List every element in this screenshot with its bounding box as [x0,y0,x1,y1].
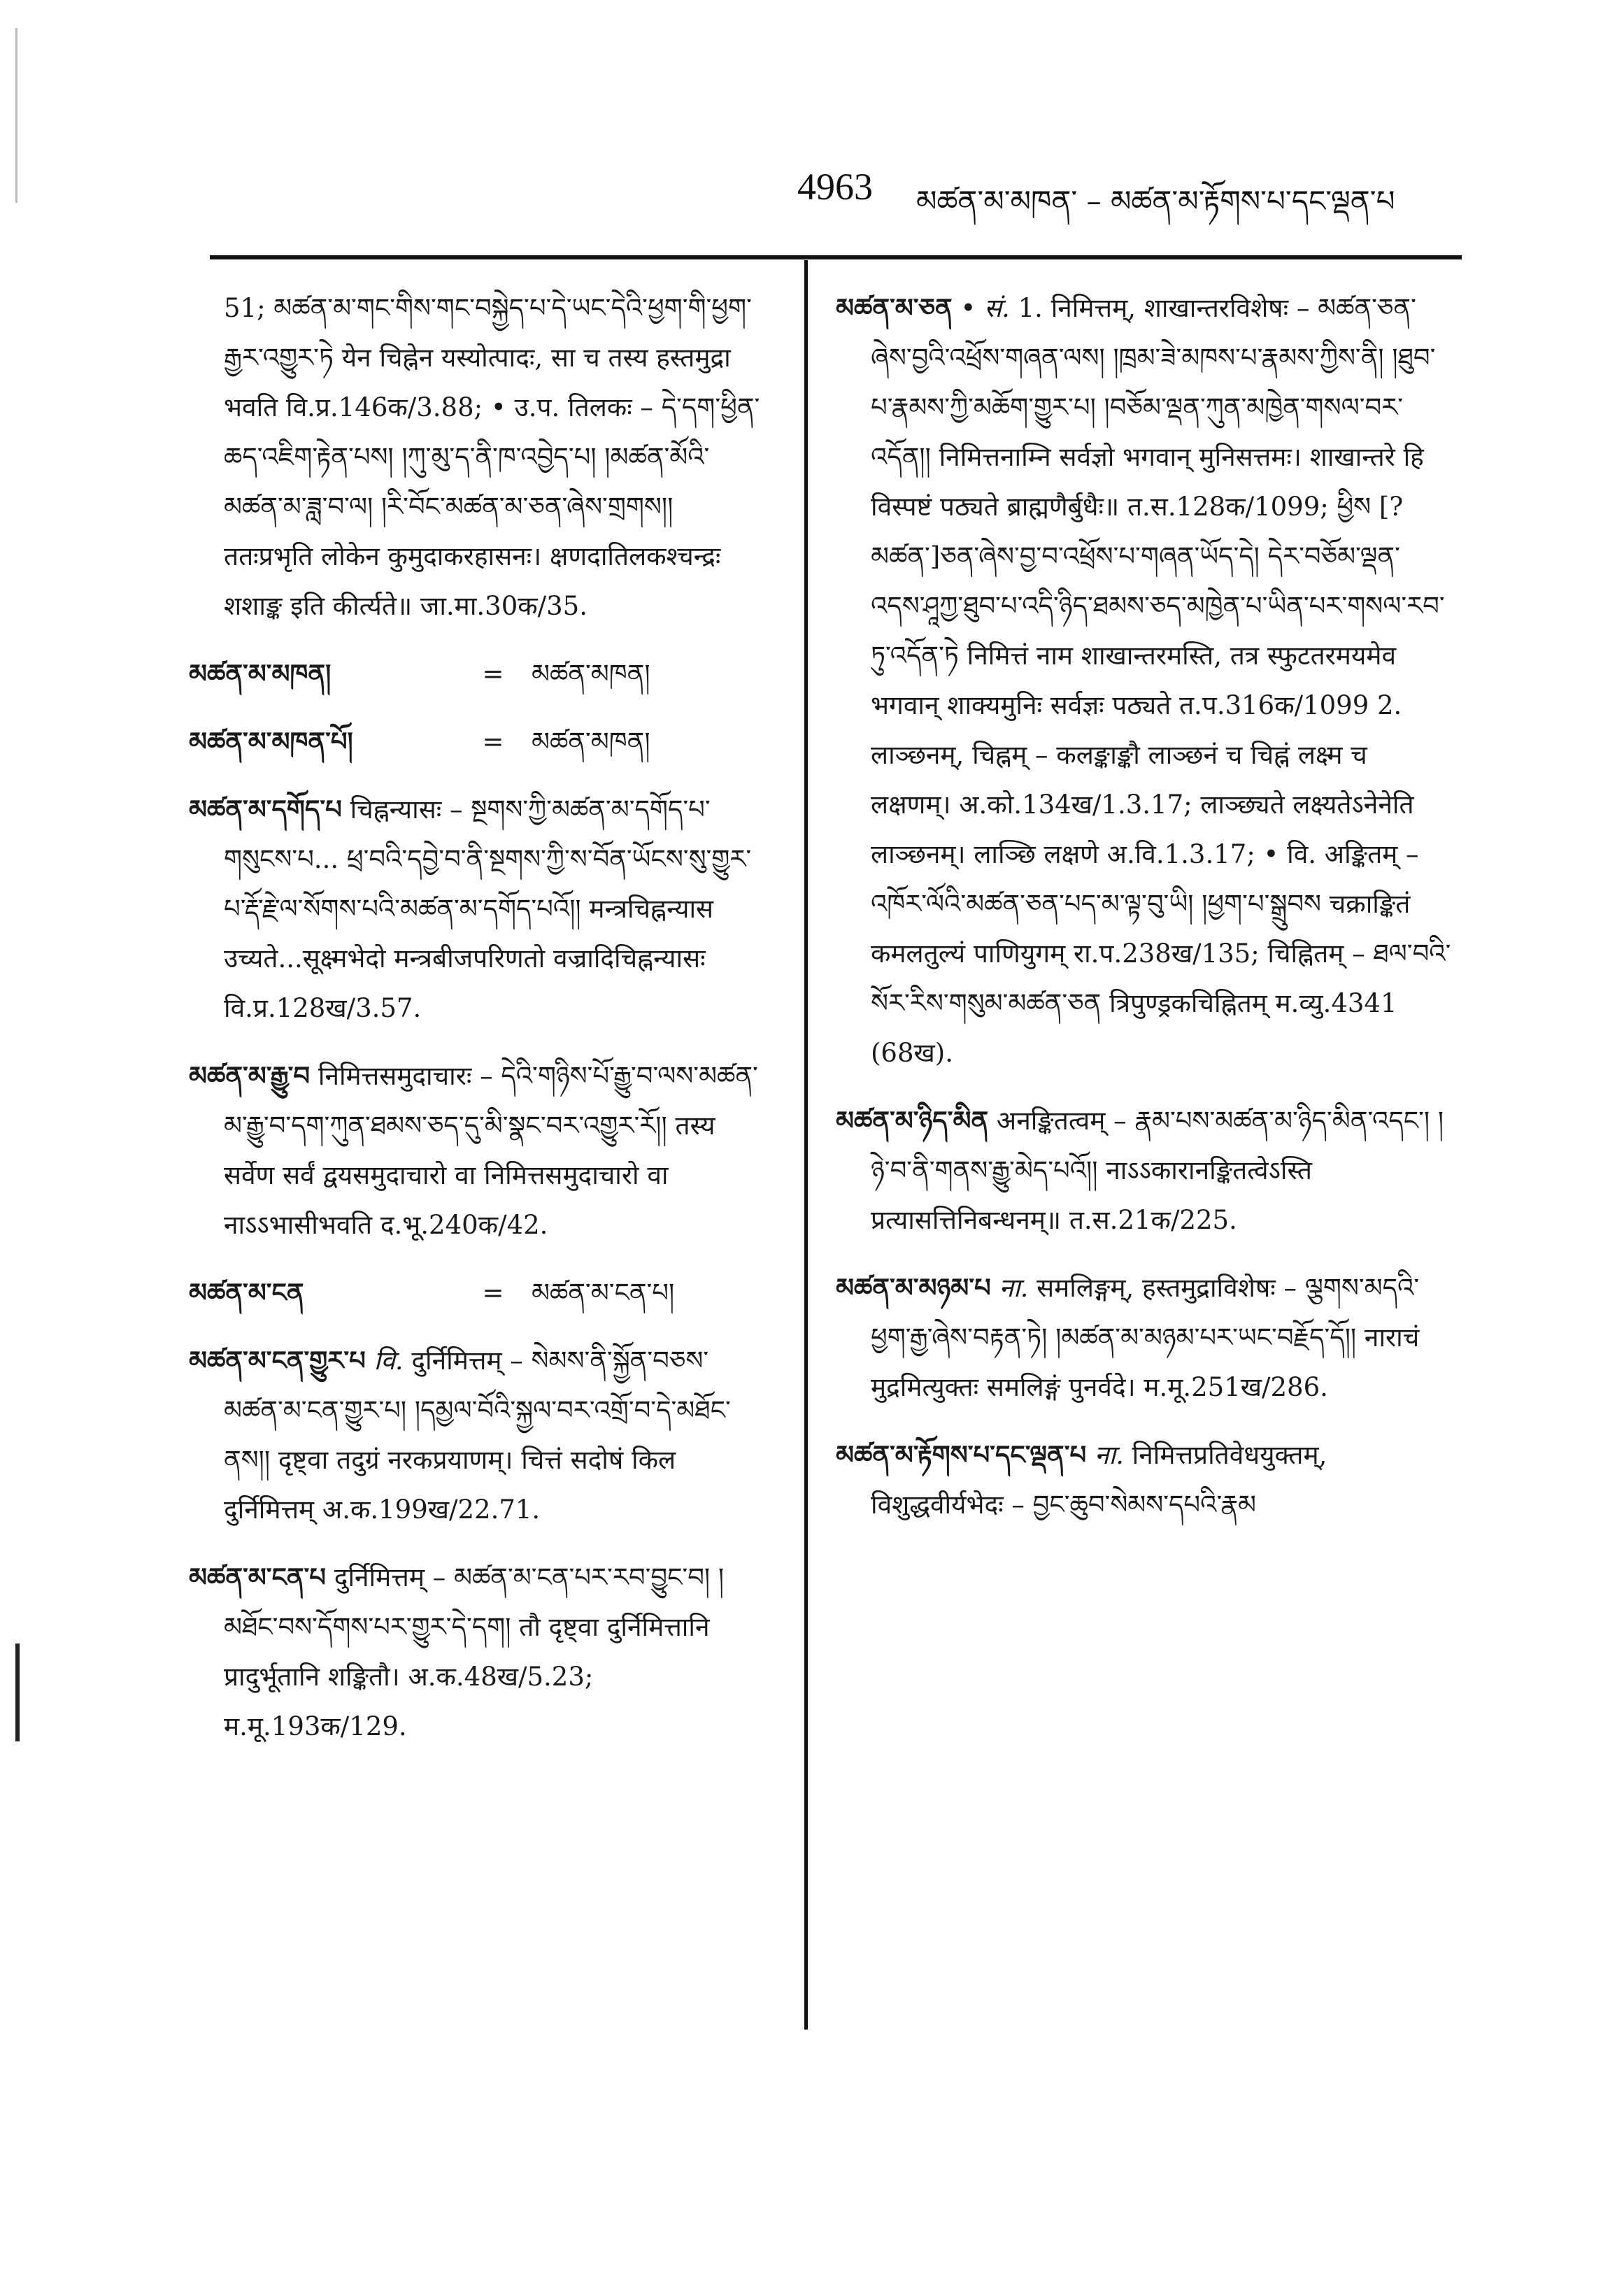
reference-target: མཚན་མཁན། [532,659,650,689]
column-divider [804,260,808,2030]
definition-text: 1. निमित्तम्, शाखान्तरविशेषः – མཚན་ཅན་ཞེས་བྱའི་འཕྲོས་གཞན་ལས། །ཁྲམ་ཟེ་མཁས་པ་རྣམས་ཀྱིས་ནི། །ཐུབ་པ་རྣམས་ཀྱི་མཆོག་གྱུར་པ། །བཅོམ་ལྡན་ཀུན་མཁྱེན་གསལ་བར་འདོན།། निमित्तनाम्नि सर्वज्ञो भगवान् मुनिसत्तमः। शाखान्तरे हि विस्पष्टं पठ्यते ब्राह्मणैर्बुधैः॥ त.स.128क/1099; ཕྱིས [?མཚན་]ཅན་ཞེས་བྱ་བ་འཕྲོས་པ་གཞན་ཡོད་དེ། དེར་བཅོམ་ལྡན་འདས་ཤཱཀྱ་ཐུབ་པ་འདི་ཉིད་ཐམས་ཅད་མཁྱེན་པ་ཡིན་པར་གསལ་རབ་ཏུ་འདོན་ཏེ निमित्तं नाम शाखान्तरमस्ति, तत्र स्फुटतरमयमेव भगवान् शाक्यमुनिः सर्वज्ञः पठ्यते त.प.316क/1099 2. लाञ्छनम्, चिह्नम् – कलङ्काङ्कौ लाञ्छनं च चिह्नं लक्ष्म च लक्षणम्। अ.को.134ख/1.3.17; लाञ्छ्यते लक्ष्यतेऽनेनेति लाञ्छनम्। लाञ्छि लक्षणे अ.वि.1.3.17; • वि. अङ्कितम् – འཁོར་ལོའི་མཚན་ཅན་པད་མ་ལྟ་བུ་ཡི། །ཕྱག་པ་སྒྲུབས चक्राङ्कितं कमलतुल्यं पाणियुगम् रा.प.238ख/135; चिह्नितम् – ཐལ་བའི་སོར་རིས་གསུམ་མཚན་ཅན त्रिपुण्ड्रकचिह्नितम् म.व्यु.4341 (68ख). [871,293,1451,1068]
headword: མཚན་མ་རྒྱུ་བ [189,1060,311,1091]
definition-text: दुर्निमित्तम् – སེམས་ནི་སྐྱོན་བཅས་མཚན་མ་ངན་གྱུར་པ། །དམྱལ་བོའི་སྐྱལ་བར་འགྲོ་བ་དེ་མཐོང་ནས།། दृष्ट्वा तदुग्रं नरकप्रयाणम्। चित्तं सदोषं किल दुर्निमित्तम् अ.क.199ख/22.71. [224,1346,731,1525]
equals-sign: = [482,659,504,689]
running-head: མཚན་མ་མཁན་ – མཚན་མ་རྟོགས་པ་དང་ལྡན་པ [916,184,1395,218]
definition-text: दुर्निमित्तम् – མཚན་མ་ངན་པར་རབ་བྱུང་བ། །མཐོང་བས་དོགས་པར་གྱུར་དེ་དག། तौ दृष्ट्वा दुर्निमित्तानि प्रादुर्भूतानि शङ्कितौ। अ.क.48ख/5.23; म.मू.193क/129. [224,1562,725,1741]
page-number: 4963 [797,166,873,208]
headword: མཚན་མ་དགོད་པ [189,794,342,825]
dictionary-entry [189,1336,762,1534]
binding-mark [15,1643,20,1741]
headword: མཚན་མ་ཅན [836,292,953,323]
dictionary-entry [836,283,1451,1078]
binding-mark [15,28,17,203]
headword: མཚན་མ་རྟོགས་པ་དང་ལྡན་པ [836,1439,1087,1470]
headword: མཚན་མ་མཁན་པོ། [189,726,353,757]
header-rule [210,255,1462,259]
definition-text: समलिङ्गम्, हस्तमुद्राविशेषः – ལྕགས་མདའི་ཕྱག་རྒྱ་ཞེས་བརྟན་ཏེ། །མཚན་མ་མཉམ་པར་ཡང་བརྗོད་དོ།། नाराचं मुद्रमित्युक्तः समलिङ्गं पुनर्वदे। म.मू.251ख/286. [871,1273,1420,1402]
grammar-label: वि. [373,1346,404,1376]
dictionary-entry [836,1263,1451,1412]
dictionary-entry [189,1553,762,1751]
headword: མཚན་མ་ངན་གྱུར་པ [189,1345,366,1376]
equals-sign: = [482,727,504,757]
headword: མཚན་མ་མཉམ་པ [836,1272,991,1303]
cross-reference-entry [189,1268,762,1318]
headword: མཚན་མ་ངན [189,1277,304,1308]
headword: མཚན་མ་ངན་པ [189,1562,327,1592]
continued-entry [189,283,762,631]
headword: མཚན་མ་ཉིད་མིན [836,1105,989,1136]
cross-reference-entry [189,649,762,699]
headword: མཚན་མ་མཁན། [189,658,332,689]
definition-text: निमित्तसमुदाचारः – དེའི་གཉིས་པོ་རྒྱུ་བ་ལས་མཚན་མ་རྒྱུ་བ་དག་ཀུན་ཐམས་ཅད་དུ་མི་སྣང་བར་འགྱུར་རོ།། तस्य सर्वेण सर्वं द्वयसमुदाचारो वा निमित्तसमुदाचारो वा नाऽऽभासीभवति द.भू.240क/42. [224,1061,758,1240]
dictionary-entry [189,1051,762,1250]
equals-sign: = [482,1278,504,1308]
grammar-label: • सं. [960,293,1010,323]
grammar-label: ना. [999,1273,1029,1303]
dictionary-entry [189,785,762,1033]
dictionary-entry [836,1096,1451,1245]
definition-text: अनङ्कितत्वम् – རྣམ་པས་མཚན་མ་ཉིད་མིན་འདང་། །ཉེ་བ་ནི་གནས་རྒྱུ་མེད་པའོ།། नाऽऽकारानङ्कितत्वेऽस्ति प्रत्यासत्तिनिबन्धनम्॥ त.स.21क/225. [871,1106,1444,1235]
page-header [210,158,1483,228]
definition-text: चिह्नन्यासः – སྔགས་ཀྱི་མཚན་མ་དགོད་པ་གསུངས་པ... ཕྲ་བའི་དབྱེ་བ་ནི་སྔགས་ཀྱི་ས་བོན་ཡོངས་སུ་གྱུར་པ་རྡོ་རྗེ་ལ་སོགས་པའི་མཚན་མ་དགོད་པའོ།། मन्त्रचिह्नन्यास उच्यते...सूक्ष्मभेदो मन्त्रबीजपरिणतो वज्रादिचिह्नन्यासः वि.प्र.128ख/3.57. [224,794,752,1023]
right-column [836,283,1451,1548]
reference-target: མཚན་མ་ངན་པ། [532,1278,675,1308]
left-column [189,283,762,1769]
grammar-label: ना. [1094,1440,1124,1470]
definition-text: निमित्तप्रतिवेधयुक्तम्, विशुद्धवीर्यभेदः – བྱང་ཆུབ་སེམས་དཔའི་རྣམ [871,1440,1327,1520]
dictionary-entry [836,1430,1451,1530]
cross-reference-entry [189,717,762,766]
definition-text: 51; མཚན་མ་གང་གིས་གང་བསྐྱེད་པ་དེ་ཡང་དེའི་ཕྱག་གི་ཕྱག་རྒྱར་འགྱུར་ཏེ येन चिह्नेन यस्योत्पादः, सा च तस्य हस्तमुद्रा भवति वि.प्र.146क/3.88; • उ.प. तिलकः – དེ་དག་ཕྱིན་ཆད་འཇིག་རྟེན་པས། །ཀུ་མུ་ད་ནི་ཁ་འབྱེད་པ། །མཚན་མོའི་མཚན་མ་ཟླ་བ་ལ། །རི་བོང་མཚན་མ་ཅན་ཞེས་གྲགས།། ततःप्रभृति लोकेन कुमुदाकरहासनः। क्षणदातिलकश्चन्द्रः शशाङ्क इति कीर्त्यते॥ जा.मा.30क/35. [224,293,760,621]
reference-target: མཚན་མཁན། [532,727,650,757]
